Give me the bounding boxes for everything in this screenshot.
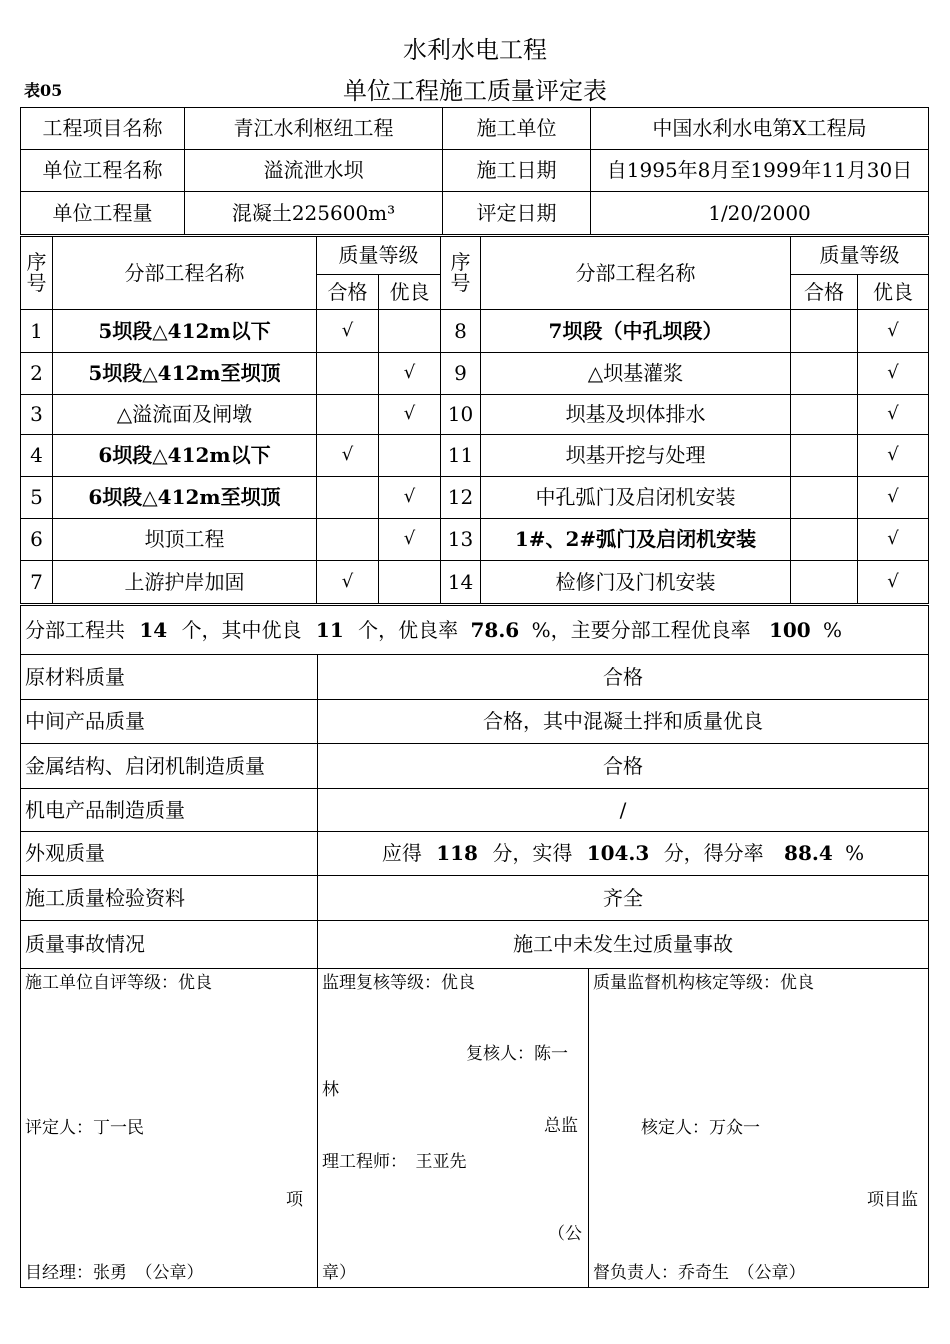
- date-label: 施工日期: [443, 150, 591, 192]
- contractor-self-grade: 施工单位自评等级：优良: [25, 973, 212, 993]
- supervisor-reviewer-line2: 林: [322, 1080, 339, 1100]
- agency-verifier: 核定人：万众一: [641, 1118, 760, 1138]
- date-value: 自1995年8月至1999年11月30日: [591, 150, 929, 192]
- good-check: √: [379, 353, 441, 395]
- good-check: √: [858, 477, 929, 519]
- agency-supervisor-line1: 项目监: [867, 1190, 918, 1210]
- pass-header-right: 合格: [791, 275, 858, 310]
- form-number: 表05: [24, 81, 63, 100]
- sub-project-name: 坝基及坝体排水: [481, 395, 791, 435]
- contractor-signature-cell: [21, 969, 318, 1288]
- pass-check: [791, 519, 858, 561]
- appearance-should: 118: [436, 841, 478, 865]
- accident-label: 质量事故情况: [21, 921, 318, 969]
- sub-project-name: 6坝段△412m至坝顶: [53, 477, 317, 519]
- good-header-right: 优良: [858, 275, 929, 310]
- good-header-left: 优良: [379, 275, 441, 310]
- sub-project-table: [20, 236, 929, 604]
- pass-check: [317, 353, 379, 395]
- sub-project-name: 中孔弧门及启闭机安装: [481, 477, 791, 519]
- quantity-label: 单位工程量: [21, 192, 185, 235]
- signature-table: [20, 968, 929, 1288]
- good-check: √: [858, 353, 929, 395]
- pass-check: √: [317, 435, 379, 477]
- appearance-text-4: %: [845, 841, 865, 865]
- raw-material-label: 原材料质量: [21, 655, 318, 700]
- agency-signature-cell: [589, 969, 929, 1288]
- row-number: 3: [21, 395, 53, 435]
- sub-project-name: 6坝段△412m以下: [53, 435, 317, 477]
- metal-structure-value: 合格: [318, 744, 929, 789]
- chief-engineer-line1: 总监: [544, 1116, 578, 1136]
- supervisor-review-grade: 监理复核等级：优良: [322, 973, 475, 993]
- info-table: [20, 107, 929, 235]
- appearance-actual: 104.3: [586, 841, 650, 865]
- appearance-text-3: 分，得分率: [663, 841, 764, 865]
- good-check: √: [379, 395, 441, 435]
- summary-good-count: 11: [315, 617, 344, 642]
- supervisor-reviewer-line1: 复核人：陈一: [466, 1044, 568, 1064]
- pass-check: [317, 477, 379, 519]
- contractor-value: 中国水利水电第X工程局: [591, 108, 929, 150]
- good-check: [379, 561, 441, 604]
- table-row: [21, 561, 929, 604]
- row-number: 13: [441, 519, 481, 561]
- row-number: 7: [21, 561, 53, 604]
- accident-value: 施工中未发生过质量事故: [318, 921, 929, 969]
- seq-header-right: 序号: [441, 237, 481, 310]
- good-check: √: [858, 435, 929, 477]
- row-number: 8: [441, 310, 481, 353]
- summary-text-3: 个，优良率: [358, 617, 459, 642]
- summary-row: [21, 606, 929, 655]
- sub-project-name: 5坝段△412m以下: [53, 310, 317, 353]
- row-number: 12: [441, 477, 481, 519]
- good-check: √: [379, 519, 441, 561]
- summary-total: 14: [139, 617, 168, 642]
- name-header-right: 分部工程名称: [481, 237, 791, 310]
- pass-check: √: [317, 310, 379, 353]
- row-number: 6: [21, 519, 53, 561]
- pass-check: [317, 395, 379, 435]
- appearance-rate: 88.4: [784, 841, 833, 865]
- quality-table: [20, 605, 929, 969]
- intermediate-value: 合格，其中混凝土拌和质量优良: [318, 700, 929, 744]
- pass-check: [791, 561, 858, 604]
- pass-check: √: [317, 561, 379, 604]
- sub-project-name: △坝基灌浆: [481, 353, 791, 395]
- row-number: 10: [441, 395, 481, 435]
- table-row: [21, 519, 929, 561]
- eval-date-label: 评定日期: [443, 192, 591, 235]
- contractor-pm-line2: 目经理：张勇 （公章）: [25, 1263, 204, 1283]
- good-check: [379, 435, 441, 477]
- summary-main-rate: 100: [768, 617, 811, 642]
- agency-verify-grade: 质量监督机构核定等级：优良: [593, 973, 814, 993]
- row-number: 9: [441, 353, 481, 395]
- good-check: √: [858, 561, 929, 604]
- chief-engineer-line2: 理工程师： 王亚先: [322, 1152, 467, 1172]
- name-header-left: 分部工程名称: [53, 237, 317, 310]
- inspection-docs-value: 齐全: [318, 876, 929, 921]
- pass-header-left: 合格: [317, 275, 379, 310]
- grade-header-right: 质量等级: [791, 237, 929, 275]
- pass-check: [791, 310, 858, 353]
- summary-good-rate: 78.6: [470, 617, 520, 642]
- appearance-text-2: 分，实得: [492, 841, 573, 865]
- contractor-pm-line1: 项: [286, 1190, 303, 1210]
- table-row: [21, 477, 929, 519]
- summary-text-5: %: [823, 617, 843, 642]
- electromech-label: 机电产品制造质量: [21, 789, 318, 832]
- intermediate-label: 中间产品质量: [21, 700, 318, 744]
- good-check: √: [379, 477, 441, 519]
- supervisor-seal-line1: （公: [548, 1224, 582, 1244]
- sub-project-name: 7坝段（中孔坝段）: [481, 310, 791, 353]
- unit-name-value: 溢流泄水坝: [185, 150, 443, 192]
- good-check: [379, 310, 441, 353]
- row-number: 1: [21, 310, 53, 353]
- supervisor-seal-line2: 章）: [322, 1263, 356, 1283]
- row-number: 14: [441, 561, 481, 604]
- sub-project-name: 5坝段△412m至坝顶: [53, 353, 317, 395]
- sub-project-name: 上游护岸加固: [53, 561, 317, 604]
- document-title: 水利水电工程: [403, 36, 547, 64]
- row-number: 2: [21, 353, 53, 395]
- inspection-docs-label: 施工质量检验资料: [21, 876, 318, 921]
- good-check: √: [858, 395, 929, 435]
- table-row: [21, 353, 929, 395]
- appearance-text-1: 应得: [381, 841, 422, 865]
- grade-header-left: 质量等级: [317, 237, 441, 275]
- row-number: 4: [21, 435, 53, 477]
- pass-check: [791, 395, 858, 435]
- pass-check: [317, 519, 379, 561]
- table-row: [21, 395, 929, 435]
- good-check: √: [858, 310, 929, 353]
- metal-structure-label: 金属结构、启闭机制造质量: [21, 744, 318, 789]
- unit-name-label: 单位工程名称: [21, 150, 185, 192]
- contractor-label: 施工单位: [443, 108, 591, 150]
- electromech-value: /: [318, 789, 929, 832]
- sub-project-name: 检修门及门机安装: [481, 561, 791, 604]
- eval-date-value: 1/20/2000: [591, 192, 929, 235]
- project-name-value: 青江水利枢纽工程: [185, 108, 443, 150]
- contractor-rater: 评定人：丁一民: [25, 1118, 144, 1138]
- appearance-label: 外观质量: [21, 832, 318, 876]
- table-row: [21, 435, 929, 477]
- sub-project-name: 1#、2#弧门及启闭机安装: [481, 519, 791, 561]
- table-row: [21, 310, 929, 353]
- pass-check: [791, 353, 858, 395]
- document-subtitle: 单位工程施工质量评定表: [343, 77, 607, 105]
- row-number: 5: [21, 477, 53, 519]
- pass-check: [791, 435, 858, 477]
- summary-text-1: 分部工程共: [25, 617, 125, 642]
- quantity-value: 混凝土225600m³: [185, 192, 443, 235]
- summary-text-4: %，主要分部工程优良率: [531, 617, 751, 642]
- supervisor-signature-cell: [318, 969, 589, 1288]
- good-check: √: [858, 519, 929, 561]
- sub-project-name: 坝基开挖与处理: [481, 435, 791, 477]
- summary-text-2: 个，其中优良: [181, 617, 302, 642]
- pass-check: [791, 477, 858, 519]
- sub-project-name: 坝顶工程: [53, 519, 317, 561]
- agency-supervisor-line2: 督负责人：乔奇生 （公章）: [593, 1263, 806, 1283]
- project-name-label: 工程项目名称: [21, 108, 185, 150]
- appearance-value: [318, 832, 929, 876]
- row-number: 11: [441, 435, 481, 477]
- sub-project-name: △溢流面及闸墩: [53, 395, 317, 435]
- seq-header-left: 序号: [21, 237, 53, 310]
- raw-material-value: 合格: [318, 655, 929, 700]
